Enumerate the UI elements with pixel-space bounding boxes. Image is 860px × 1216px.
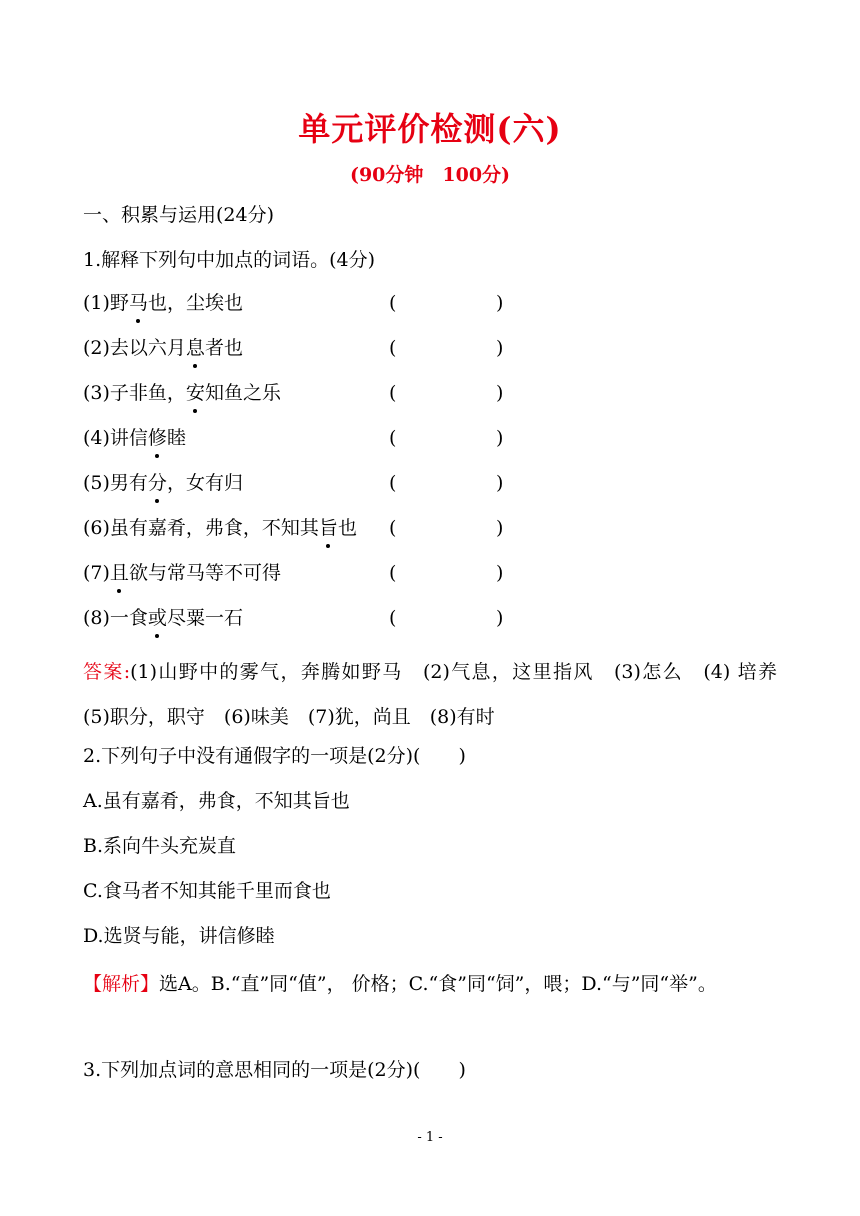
question-2-option-a: A.虽有嘉肴，弗食，不知其旨也 [83,790,350,812]
dotted-word: 分 [147,472,167,494]
item-text [83,470,243,496]
question-2-analysis [83,962,777,1007]
answer-blank-close: ) [496,337,504,359]
item-text-post: 也，尘埃也 [147,292,243,314]
page-number: - 1 - [417,1130,443,1145]
item-text-pre: (1)野 [83,292,129,314]
answer-blank-open: ( [389,427,397,449]
answer-blank-open: ( [389,607,397,629]
dotted-word: 安 [185,382,205,404]
item-text-pre: (6)虽有嘉肴，弗食，不知其 [83,517,319,539]
item-text-post: 也 [337,517,357,539]
answer-blank-open: ( [389,517,397,539]
item-text-post: 知鱼之乐 [204,382,281,404]
item-text-pre: (3)子非鱼， [83,382,186,404]
answer-blank-open: ( [389,292,397,314]
item-text-post: 欲与常马等不可得 [128,562,281,584]
answer-blank-close: ) [496,562,504,584]
question-1-item [83,335,504,361]
answer-blank-close: ) [496,382,504,404]
question-1-item [83,515,504,541]
item-text-post: ，女有归 [166,472,243,494]
dotted-word: 息 [185,337,205,359]
dotted-word: 且 [109,562,129,584]
item-text [83,380,281,406]
item-text-pre: (4)讲信 [83,427,148,449]
analysis-label: 【解析】 [83,973,160,995]
answer-label: 答案: [83,661,131,683]
answer-blank-close: ) [496,427,504,449]
item-text [83,425,186,451]
item-text-pre: (8)一食 [83,607,148,629]
section-heading: 一、积累与运用(24分) [83,204,275,226]
item-text [83,290,243,316]
question-2-option-b: B.系向牛头充炭直 [83,835,237,857]
dotted-word: 马 [128,292,148,314]
question-2-stem: 2.下列句子中没有通假字的一项是(2分)( ) [83,745,466,767]
item-text [83,605,243,631]
answer-blank-close: ) [496,292,504,314]
question-1-item [83,290,504,316]
item-text-post: 者也 [204,337,243,359]
answer-blank-open: ( [389,472,397,494]
answer-text: (1)山野中的雾气，奔腾如野马 (2)气息，这里指风 (3)怎么 (4) 培养 (5)职分，职守 (6)味美 (7)犹，尚且 (8)有时 [83,661,797,728]
item-text-pre: (2)去以六月 [83,337,186,359]
page-subtitle: (90分钟 100分) [349,164,511,186]
answer-blank-close: ) [496,607,504,629]
page-title: 单元评价检测(六) [298,110,562,148]
question-1-item [83,605,504,631]
item-text [83,560,281,586]
answer-blank-open: ( [389,382,397,404]
question-1-answer [83,650,797,740]
answer-blank-open: ( [389,562,397,584]
dotted-word: 或 [147,607,167,629]
item-text [83,335,243,361]
question-1-stem: 1.解释下列句中加点的词语。(4分) [83,249,376,271]
question-2-option-d: D.选贤与能，讲信修睦 [83,925,275,947]
item-text-pre: (5)男有 [83,472,148,494]
dotted-word: 旨 [318,517,338,539]
item-text-post: 尽粟一石 [166,607,243,629]
analysis-text: 选A。B.“直”同“值”， 价格；C.“食”同“饲”，喂；D.“与”同“举”。 [159,973,717,995]
answer-blank-open: ( [389,337,397,359]
question-1-item [83,560,504,586]
item-text-post: 睦 [166,427,186,449]
question-1-item [83,470,504,496]
answer-blank-close: ) [496,472,504,494]
item-text-pre: (7) [83,562,110,584]
question-3-stem: 3.下列加点词的意思相同的一项是(2分)( ) [83,1059,466,1081]
item-text [83,515,357,541]
question-2-option-c: C.食马者不知其能千里而食也 [83,880,331,902]
dotted-word: 修 [147,427,167,449]
question-1-item [83,380,504,406]
question-1-item [83,425,504,451]
answer-blank-close: ) [496,517,504,539]
